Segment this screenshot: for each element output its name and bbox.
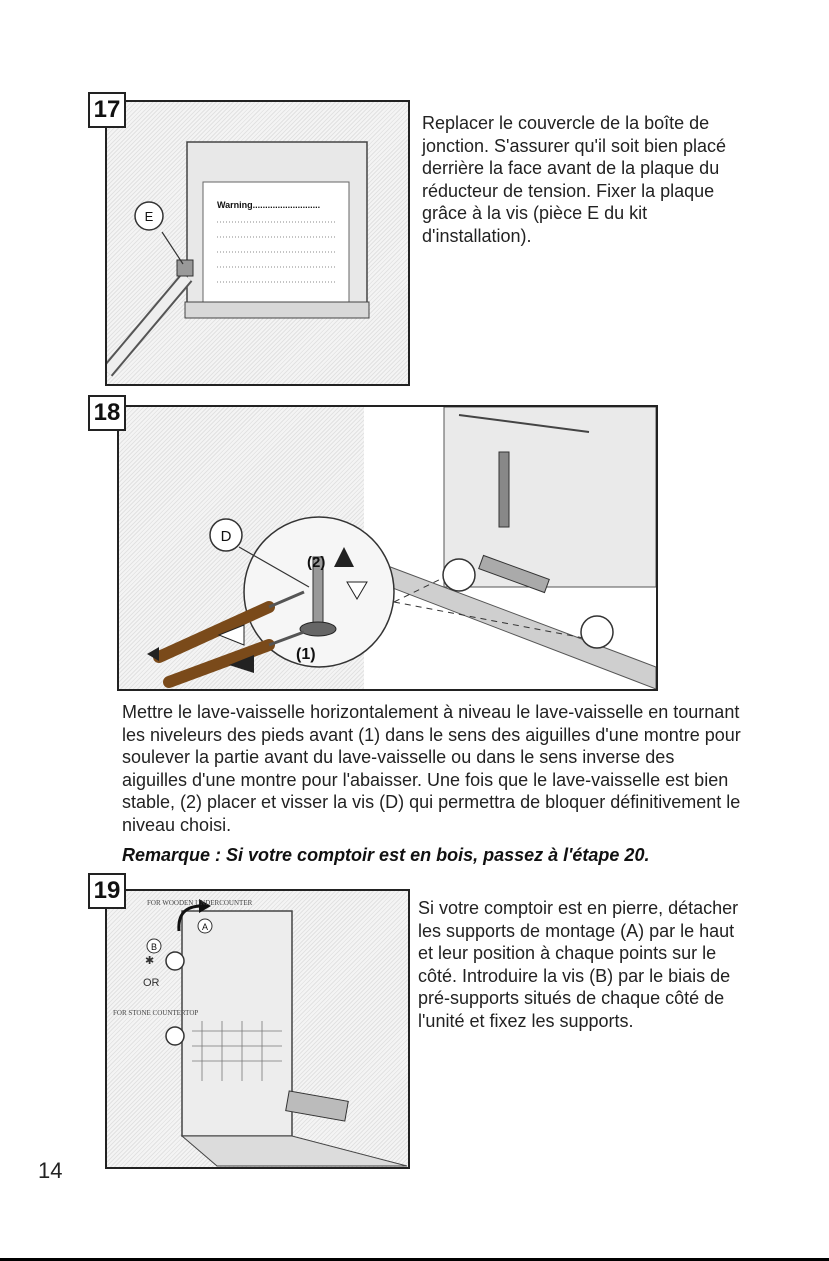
wooden-undercounter-label: FOR WOODEN UNDERCOUNTER	[147, 899, 253, 907]
step18-illustration	[117, 405, 658, 691]
leveling-drawing	[119, 407, 656, 689]
step19-text: Si votre comptoir est en pierre, détacher les supports de montage (A) par le haut et leur position à chaque points sur le côté. Introduire la vis (B) par le biais de pré-supports situés de chaque côté de l'unité et fixez les supports.	[418, 898, 739, 1031]
callout-b-label: B	[150, 942, 158, 952]
stone-countertop-label: FOR STONE COUNTERTOP	[113, 1009, 199, 1017]
mounting-brackets-drawing	[107, 891, 408, 1167]
label-2: (2)	[307, 554, 326, 571]
step-18-number: 18	[88, 395, 126, 431]
step17-text: Replacer le couvercle de la boîte de jonction. S'assurer qu'il soit bien placé derrière la face avant de la plaque du réducteur de tension. Fixer la plaque grâce à la vis (pièce E du kit d'installation).	[422, 113, 727, 246]
step17-illustration	[105, 100, 410, 386]
callout-d-label: D	[220, 528, 232, 545]
callout-e-label: E	[144, 209, 154, 224]
step-19-number: 19	[88, 873, 126, 909]
step18-text: Mettre le lave-vaisselle horizontalement à niveau le lave-vaisselle en tournant les niveleurs des pieds avant (1) dans le sens des aiguilles d'une montre pour soulever la partie avant du lave-vaisselle ou dans le sens inverse des aiguilles d'une montre pour l'abaisser. Une fois que le lave-vaisselle est bien stable, (2) placer et visser la vis (D) qui permettra de bloquer définitivement le niveau choisi.	[122, 702, 741, 835]
label-1: (1)	[296, 646, 316, 663]
step19-illustration	[105, 889, 410, 1169]
rotate-arrow-icon	[147, 647, 159, 661]
step18-note: Remarque : Si votre comptoir est en bois, passez à l'étape 20.	[122, 845, 650, 865]
screw-icon: ✱	[145, 955, 155, 967]
junction-box-drawing	[107, 102, 408, 384]
or-label: OR	[143, 977, 160, 989]
warning-label: Warning...........................	[217, 200, 321, 210]
step-17-number: 17	[88, 92, 126, 128]
callout-a-label: A	[201, 922, 209, 932]
page-number: 14	[38, 1158, 63, 1183]
